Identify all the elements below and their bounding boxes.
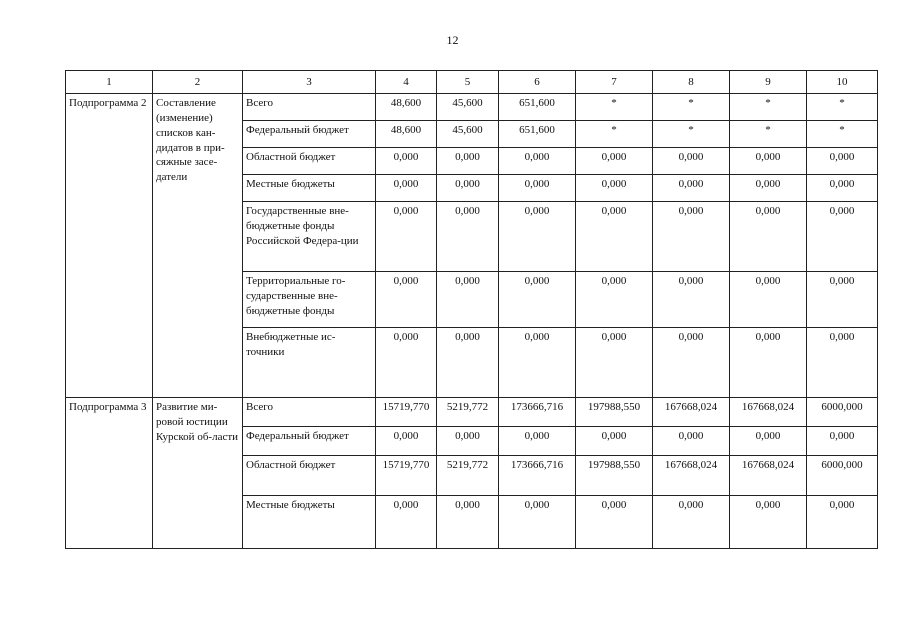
table-row	[66, 398, 878, 427]
value-cell: 0,000	[576, 148, 653, 175]
value-cell: 0,000	[730, 496, 807, 549]
value-cell: 167668,024	[730, 398, 807, 427]
funding-source-cell: Федеральный бюджет	[243, 427, 376, 456]
column-number: 3	[243, 71, 376, 94]
value-cell: 0,000	[653, 496, 730, 549]
value-cell: 0,000	[730, 202, 807, 272]
value-cell: 0,000	[576, 496, 653, 549]
funding-source-cell: Всего	[243, 94, 376, 121]
value-cell: 0,000	[730, 427, 807, 456]
value-cell: 0,000	[576, 427, 653, 456]
column-number: 9	[730, 71, 807, 94]
value-cell: 0,000	[576, 175, 653, 202]
value-cell: 0,000	[730, 175, 807, 202]
value-cell: 197988,550	[576, 456, 653, 496]
value-cell: 0,000	[376, 175, 437, 202]
value-cell: 0,000	[576, 272, 653, 328]
value-cell: 6000,000	[807, 456, 878, 496]
subprogram-cell: Подпрограмма 2	[66, 94, 153, 398]
value-cell: 0,000	[807, 175, 878, 202]
subprogram-name-cell: Составление (изменение) списков кан-дидатов в при-сяжные засе-датели	[153, 94, 243, 398]
funding-source-cell: Всего	[243, 398, 376, 427]
value-cell: 0,000	[499, 328, 576, 398]
budget-table	[65, 70, 878, 549]
value-cell: 173666,716	[499, 456, 576, 496]
value-cell: 5219,772	[437, 456, 499, 496]
funding-source-cell: Областной бюджет	[243, 148, 376, 175]
value-cell: 0,000	[807, 148, 878, 175]
funding-source-cell: Местные бюджеты	[243, 175, 376, 202]
value-cell: *	[807, 121, 878, 148]
value-cell: 0,000	[653, 148, 730, 175]
value-cell: 0,000	[437, 427, 499, 456]
value-cell: 0,000	[499, 272, 576, 328]
value-cell: 0,000	[807, 427, 878, 456]
value-cell: 0,000	[437, 272, 499, 328]
column-number: 1	[66, 71, 153, 94]
value-cell: 0,000	[376, 202, 437, 272]
funding-source-cell: Территориальные го-сударственные вне-бюджетные фонды	[243, 272, 376, 328]
value-cell: 0,000	[730, 328, 807, 398]
value-cell: *	[730, 94, 807, 121]
value-cell: 0,000	[376, 272, 437, 328]
value-cell: 0,000	[807, 272, 878, 328]
funding-source-cell: Местные бюджеты	[243, 496, 376, 549]
value-cell: 0,000	[730, 148, 807, 175]
funding-source-cell: Областной бюджет	[243, 456, 376, 496]
value-cell: 0,000	[376, 496, 437, 549]
value-cell: 0,000	[499, 148, 576, 175]
value-cell: 0,000	[807, 496, 878, 549]
value-cell: *	[730, 121, 807, 148]
value-cell: 0,000	[807, 328, 878, 398]
funding-source-cell: Государственные вне-бюджетные фонды Российской Федера-ции	[243, 202, 376, 272]
value-cell: 0,000	[376, 427, 437, 456]
value-cell: 45,600	[437, 94, 499, 121]
value-cell: 5219,772	[437, 398, 499, 427]
header-row	[66, 71, 878, 94]
value-cell: *	[807, 94, 878, 121]
value-cell: 15719,770	[376, 456, 437, 496]
subprogram-cell: Подпрограмма 3	[66, 398, 153, 549]
column-number: 2	[153, 71, 243, 94]
value-cell: 0,000	[576, 202, 653, 272]
value-cell: 0,000	[653, 328, 730, 398]
value-cell: 0,000	[437, 328, 499, 398]
column-number: 8	[653, 71, 730, 94]
value-cell: *	[576, 94, 653, 121]
value-cell: 48,600	[376, 94, 437, 121]
value-cell: 0,000	[437, 496, 499, 549]
value-cell: 651,600	[499, 94, 576, 121]
value-cell: 0,000	[576, 328, 653, 398]
value-cell: 0,000	[653, 175, 730, 202]
column-number: 7	[576, 71, 653, 94]
value-cell: *	[576, 121, 653, 148]
value-cell: 0,000	[653, 427, 730, 456]
value-cell: 0,000	[499, 496, 576, 549]
page-number: 12	[446, 33, 459, 47]
funding-source-cell: Федеральный бюджет	[243, 121, 376, 148]
column-number: 10	[807, 71, 878, 94]
value-cell: 45,600	[437, 121, 499, 148]
value-cell: 0,000	[653, 272, 730, 328]
value-cell: 0,000	[499, 202, 576, 272]
value-cell: 167668,024	[730, 456, 807, 496]
column-number: 6	[499, 71, 576, 94]
value-cell: 0,000	[437, 175, 499, 202]
subprogram-name-cell: Развитие ми-ровой юстиции Курской об-ласти	[153, 398, 243, 549]
value-cell: 0,000	[437, 202, 499, 272]
table-row	[66, 94, 878, 121]
value-cell: 0,000	[376, 328, 437, 398]
value-cell: 173666,716	[499, 398, 576, 427]
value-cell: 48,600	[376, 121, 437, 148]
value-cell: 0,000	[499, 175, 576, 202]
value-cell: 15719,770	[376, 398, 437, 427]
column-number: 5	[437, 71, 499, 94]
value-cell: 167668,024	[653, 398, 730, 427]
value-cell: 167668,024	[653, 456, 730, 496]
funding-source-cell: Внебюджетные ис-точники	[243, 328, 376, 398]
value-cell: 0,000	[437, 148, 499, 175]
value-cell: 6000,000	[807, 398, 878, 427]
value-cell: 0,000	[499, 427, 576, 456]
value-cell: *	[653, 121, 730, 148]
value-cell: *	[653, 94, 730, 121]
value-cell: 0,000	[376, 148, 437, 175]
column-number: 4	[376, 71, 437, 94]
value-cell: 0,000	[653, 202, 730, 272]
value-cell: 0,000	[730, 272, 807, 328]
value-cell: 0,000	[807, 202, 878, 272]
value-cell: 651,600	[499, 121, 576, 148]
value-cell: 197988,550	[576, 398, 653, 427]
